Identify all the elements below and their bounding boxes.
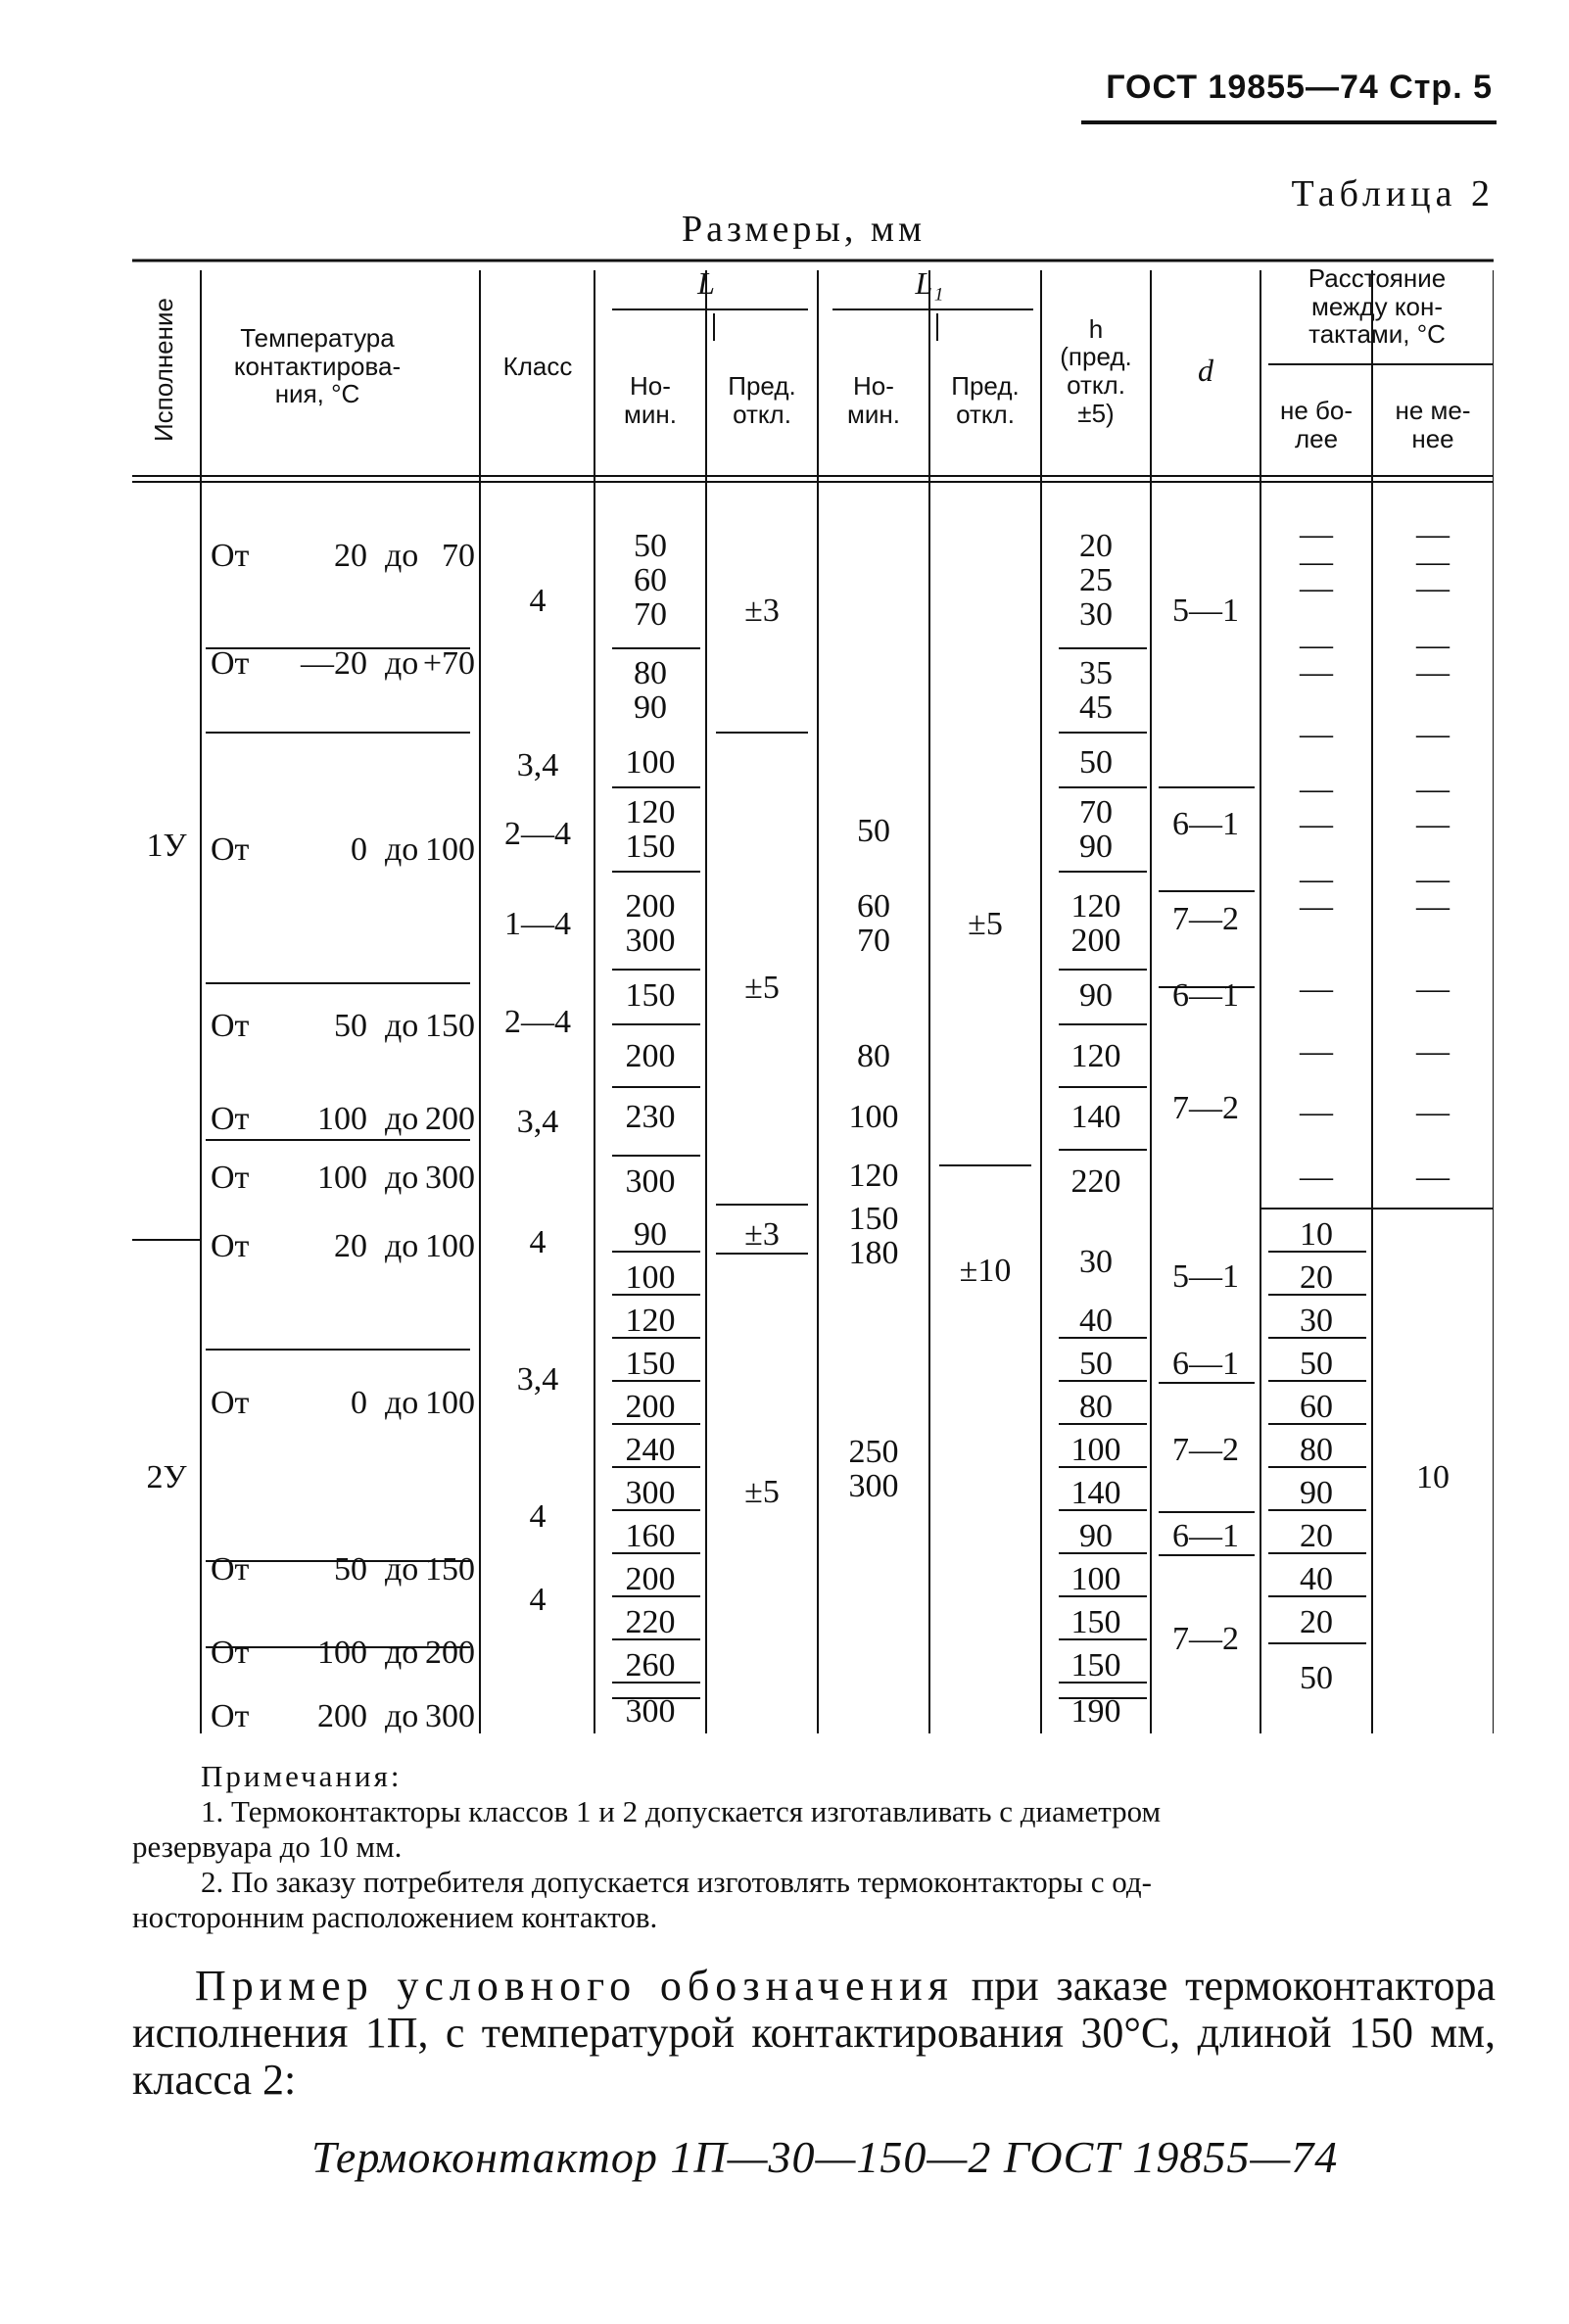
distance-less-dash: — <box>1416 1159 1450 1196</box>
header-L1-nominal: Но- мин. <box>847 371 900 429</box>
header-L: L <box>697 265 715 302</box>
header-d: d <box>1198 353 1213 389</box>
L-nominal-cell: 200 <box>625 1038 676 1075</box>
temperature-to-word: до <box>385 1698 419 1734</box>
L-nominal-cell: 300 <box>625 1163 676 1201</box>
note-2-line-2: носторонним расположением контактов. <box>132 1900 658 1934</box>
header-h: h (пред. откл. ±5) <box>1060 313 1132 428</box>
note-2-line-1: 2. По заказу потребителя допускается изготовлять термоконтакторы с од- <box>201 1865 1152 1899</box>
L-nominal-cell: 80 90 <box>634 655 667 726</box>
temperature-from-word: От <box>211 1385 250 1421</box>
h-cell: 100 <box>1070 1432 1121 1469</box>
distance-less-dash: — <box>1416 716 1450 753</box>
example-paragraph <box>132 1963 1496 2104</box>
temperature-to-word: до <box>385 645 419 682</box>
h-cell: 150 <box>1070 1647 1121 1684</box>
d-cell: 7—2 <box>1172 1621 1239 1658</box>
distance-more-cell: 50 <box>1300 1346 1333 1383</box>
h-cell: 220 <box>1070 1163 1121 1201</box>
h-cell: 50 <box>1079 744 1113 782</box>
distance-more-cell: 60 <box>1300 1389 1333 1426</box>
distance-more-dash: — <box>1300 971 1333 1008</box>
L-deviation-cell: ±5 <box>744 1474 780 1511</box>
class-cell: 4 <box>529 1498 547 1536</box>
distance-more-dash: — <box>1300 806 1333 843</box>
distance-more-cell: 20 <box>1300 1518 1333 1555</box>
temperature-from-value: 200 <box>317 1698 367 1734</box>
L-nominal-cell: 120 150 <box>625 794 676 865</box>
page-header: ГОСТ 19855—74 Стр. 5 <box>1106 69 1493 106</box>
distance-more-dash: — <box>1300 771 1333 808</box>
distance-more-dash: — <box>1300 716 1333 753</box>
temperature-from-word: От <box>211 538 250 574</box>
distance-more-cell: 20 <box>1300 1604 1333 1641</box>
temperature-from-value: —20 <box>301 645 367 682</box>
temperature-to-value: 200 <box>425 1101 475 1137</box>
distance-more-cell: 80 <box>1300 1432 1333 1469</box>
example-text: при заказе термоконтактора исполнения 1П, с температурой контактирования 30°С, длиной 150 мм, класса 2: <box>132 1962 1496 2104</box>
temperature-to-word: до <box>385 1160 419 1196</box>
distance-less-dash: — <box>1416 971 1450 1008</box>
d-cell: 5—1 <box>1172 593 1239 630</box>
temperature-from-word: От <box>211 1101 250 1137</box>
h-cell: 90 <box>1079 977 1113 1015</box>
notes <box>132 1759 1496 1935</box>
temperature-to-word: до <box>385 1228 419 1264</box>
temperature-to-word: до <box>385 1551 419 1588</box>
distance-more-dash: — <box>1300 570 1333 607</box>
class-cell: 3,4 <box>516 747 559 784</box>
distance-less-dash: — <box>1416 771 1450 808</box>
h-cell: 30 <box>1079 1244 1113 1281</box>
L1-nominal-cell: 120 <box>848 1158 899 1195</box>
temperature-from-word: От <box>211 1008 250 1044</box>
temperature-from-word: От <box>211 1635 250 1671</box>
d-cell: 6—1 <box>1172 1346 1239 1383</box>
distance-less-dash: — <box>1416 806 1450 843</box>
header-execution: Исполнение <box>148 297 178 442</box>
L1-nominal-cell: 250 300 <box>848 1434 899 1504</box>
L1-nominal-cell: 100 <box>848 1099 899 1136</box>
L-nominal-cell: 200 <box>625 1389 676 1426</box>
group-1u: 1У <box>146 828 187 865</box>
h-cell: 40 <box>1079 1303 1113 1340</box>
L-nominal-cell: 150 <box>625 1346 676 1383</box>
L-nominal-cell: 300 <box>625 1693 676 1731</box>
temperature-from-word: От <box>211 1551 250 1588</box>
h-cell: 120 <box>1070 1038 1121 1075</box>
class-cell: 3,4 <box>516 1104 559 1141</box>
class-cell: 2—4 <box>504 816 571 853</box>
class-cell: 3,4 <box>516 1361 559 1399</box>
L1-nominal-cell: 60 70 <box>857 888 890 959</box>
distance-less-dash: — <box>1416 1033 1450 1070</box>
temperature-to-value: +70 <box>422 645 475 682</box>
header-L-deviation: Пред. откл. <box>728 371 796 429</box>
distance-less-dash: — <box>1416 861 1450 898</box>
h-cell: 150 <box>1070 1604 1121 1641</box>
d-cell: 7—2 <box>1172 1090 1239 1127</box>
dimensions-table <box>132 259 1494 1739</box>
L-nominal-cell: 220 <box>625 1604 676 1641</box>
temperature-to-value: 100 <box>425 831 475 868</box>
temperature-from-word: От <box>211 1160 250 1196</box>
L-nominal-cell: 160 <box>625 1518 676 1555</box>
h-cell: 120 200 <box>1070 888 1121 959</box>
L-nominal-cell: 100 <box>625 1259 676 1297</box>
L-nominal-cell: 90 <box>634 1216 667 1254</box>
note-1-line-1: 1. Термоконтакторы классов 1 и 2 допускается изготавливать с диаметром <box>201 1794 1162 1828</box>
L-nominal-cell: 260 <box>625 1647 676 1684</box>
distance-more-dash: — <box>1300 1094 1333 1131</box>
distance-more-cell: 30 <box>1300 1303 1333 1340</box>
temperature-to-value: 300 <box>425 1160 475 1196</box>
distance-more-dash: — <box>1300 888 1333 925</box>
L1-nominal-cell: 80 <box>857 1038 890 1075</box>
class-cell: 4 <box>529 1582 547 1619</box>
distance-less-dash: — <box>1416 888 1450 925</box>
L-nominal-cell: 120 <box>625 1303 676 1340</box>
distance-less-dash: — <box>1416 627 1450 664</box>
class-cell: 4 <box>529 583 547 620</box>
distance-less-dash: — <box>1416 654 1450 691</box>
distance-more-dash: — <box>1300 627 1333 664</box>
L-deviation-cell: ±3 <box>744 593 780 630</box>
group-2u: 2У <box>146 1459 187 1496</box>
temperature-to-value: 70 <box>442 538 475 574</box>
h-cell: 140 <box>1070 1475 1121 1512</box>
temperature-to-word: до <box>385 1008 419 1044</box>
L-nominal-cell: 100 <box>625 744 676 782</box>
temperature-from-value: 50 <box>334 1008 367 1044</box>
L1-deviation-cell: ±10 <box>959 1253 1012 1290</box>
temperature-to-value: 100 <box>425 1385 475 1421</box>
d-cell: 5—1 <box>1172 1258 1239 1296</box>
distance-more-dash: — <box>1300 516 1333 553</box>
temperature-from-value: 100 <box>317 1635 367 1671</box>
L-nominal-cell: 230 <box>625 1099 676 1136</box>
temperature-from-value: 100 <box>317 1101 367 1137</box>
d-cell: 6—1 <box>1172 1518 1239 1555</box>
distance-less-dash: — <box>1416 570 1450 607</box>
h-cell: 90 <box>1079 1518 1113 1555</box>
temperature-to-value: 150 <box>425 1551 475 1588</box>
temperature-from-value: 50 <box>334 1551 367 1588</box>
distance-more-dash: — <box>1300 654 1333 691</box>
L1-nominal-cell: 150 180 <box>848 1201 899 1271</box>
header-not-less: не ме- нее <box>1395 396 1471 453</box>
table-subtitle: Размеры, мм <box>682 209 927 250</box>
header-rule <box>1081 120 1497 124</box>
header-L-nominal: Но- мин. <box>624 371 677 429</box>
h-cell: 190 <box>1070 1693 1121 1731</box>
temperature-to-value: 100 <box>425 1228 475 1264</box>
d-cell: 6—1 <box>1172 806 1239 843</box>
L-deviation-cell: ±3 <box>744 1216 780 1254</box>
h-cell: 50 <box>1079 1346 1113 1383</box>
L1-nominal-cell: 50 <box>857 813 890 850</box>
temperature-from-value: 20 <box>334 538 367 574</box>
temperature-to-word: до <box>385 538 419 574</box>
temperature-to-word: до <box>385 831 419 868</box>
h-cell: 35 45 <box>1079 655 1113 726</box>
temperature-to-value: 150 <box>425 1008 475 1044</box>
header-not-more: не бо- лее <box>1279 396 1354 453</box>
temperature-from-word: От <box>211 1698 250 1734</box>
L1-deviation-cell: ±5 <box>968 906 1003 943</box>
L-nominal-cell: 240 <box>625 1432 676 1469</box>
distance-more-dash: — <box>1300 1033 1333 1070</box>
h-cell: 80 <box>1079 1389 1113 1426</box>
distance-more-cell: 20 <box>1300 1259 1333 1297</box>
d-cell: 7—2 <box>1172 901 1239 938</box>
temperature-to-word: до <box>385 1385 419 1421</box>
header-distance: Расстояние между кон- тактами, °С <box>1308 263 1447 350</box>
h-cell: 100 <box>1070 1561 1121 1598</box>
temperature-to-word: до <box>385 1101 419 1137</box>
note-1-line-2: резервуара до 10 мм. <box>132 1829 403 1864</box>
temperature-to-word: до <box>385 1635 419 1671</box>
h-cell: 20 25 30 <box>1079 527 1113 633</box>
distance-less-cell: 10 <box>1416 1459 1450 1496</box>
header-L1: L₁ <box>915 265 944 302</box>
distance-more-dash: — <box>1300 861 1333 898</box>
temperature-from-word: От <box>211 1228 250 1264</box>
L-nominal-cell: 200 <box>625 1561 676 1598</box>
temperature-from-word: От <box>211 831 250 868</box>
L-nominal-cell: 150 <box>625 977 676 1015</box>
table-label: Таблица 2 <box>1291 173 1495 214</box>
distance-more-cell: 10 <box>1300 1216 1333 1254</box>
distance-less-dash: — <box>1416 544 1450 581</box>
temperature-from-value: 20 <box>334 1228 367 1264</box>
temperature-from-word: От <box>211 645 250 682</box>
L-nominal-cell: 300 <box>625 1475 676 1512</box>
header-class: Класс <box>502 351 573 381</box>
L-nominal-cell: 50 60 70 <box>634 527 667 633</box>
example-heading: Пример условного обозначения <box>195 1962 954 2010</box>
L-deviation-cell: ±5 <box>744 970 780 1007</box>
temperature-from-value: 100 <box>317 1160 367 1196</box>
d-cell: 6—1 <box>1172 977 1239 1015</box>
distance-more-cell: 50 <box>1300 1660 1333 1697</box>
distance-less-dash: — <box>1416 1094 1450 1131</box>
temperature-from-value: 0 <box>351 1385 367 1421</box>
class-cell: 2—4 <box>504 1004 571 1041</box>
header-L1-deviation: Пред. откл. <box>951 371 1020 429</box>
distance-more-dash: — <box>1300 544 1333 581</box>
notes-title: Примечания: <box>201 1759 403 1793</box>
class-cell: 1—4 <box>504 906 571 943</box>
d-cell: 7—2 <box>1172 1432 1239 1469</box>
distance-more-cell: 90 <box>1300 1475 1333 1512</box>
L-nominal-cell: 200 300 <box>625 888 676 959</box>
temperature-to-value: 200 <box>425 1635 475 1671</box>
class-cell: 4 <box>529 1224 547 1261</box>
h-cell: 70 90 <box>1079 794 1113 865</box>
designation-example: Термоконтактор 1П—30—150—2 ГОСТ 19855—74 <box>311 2132 1339 2182</box>
temperature-from-value: 0 <box>351 831 367 868</box>
distance-more-dash: — <box>1300 1159 1333 1196</box>
distance-less-dash: — <box>1416 516 1450 553</box>
distance-more-cell: 40 <box>1300 1561 1333 1598</box>
header-temperature: Температура контактирова- ния, °С <box>233 323 402 409</box>
h-cell: 140 <box>1070 1099 1121 1136</box>
temperature-to-value: 300 <box>425 1698 475 1734</box>
